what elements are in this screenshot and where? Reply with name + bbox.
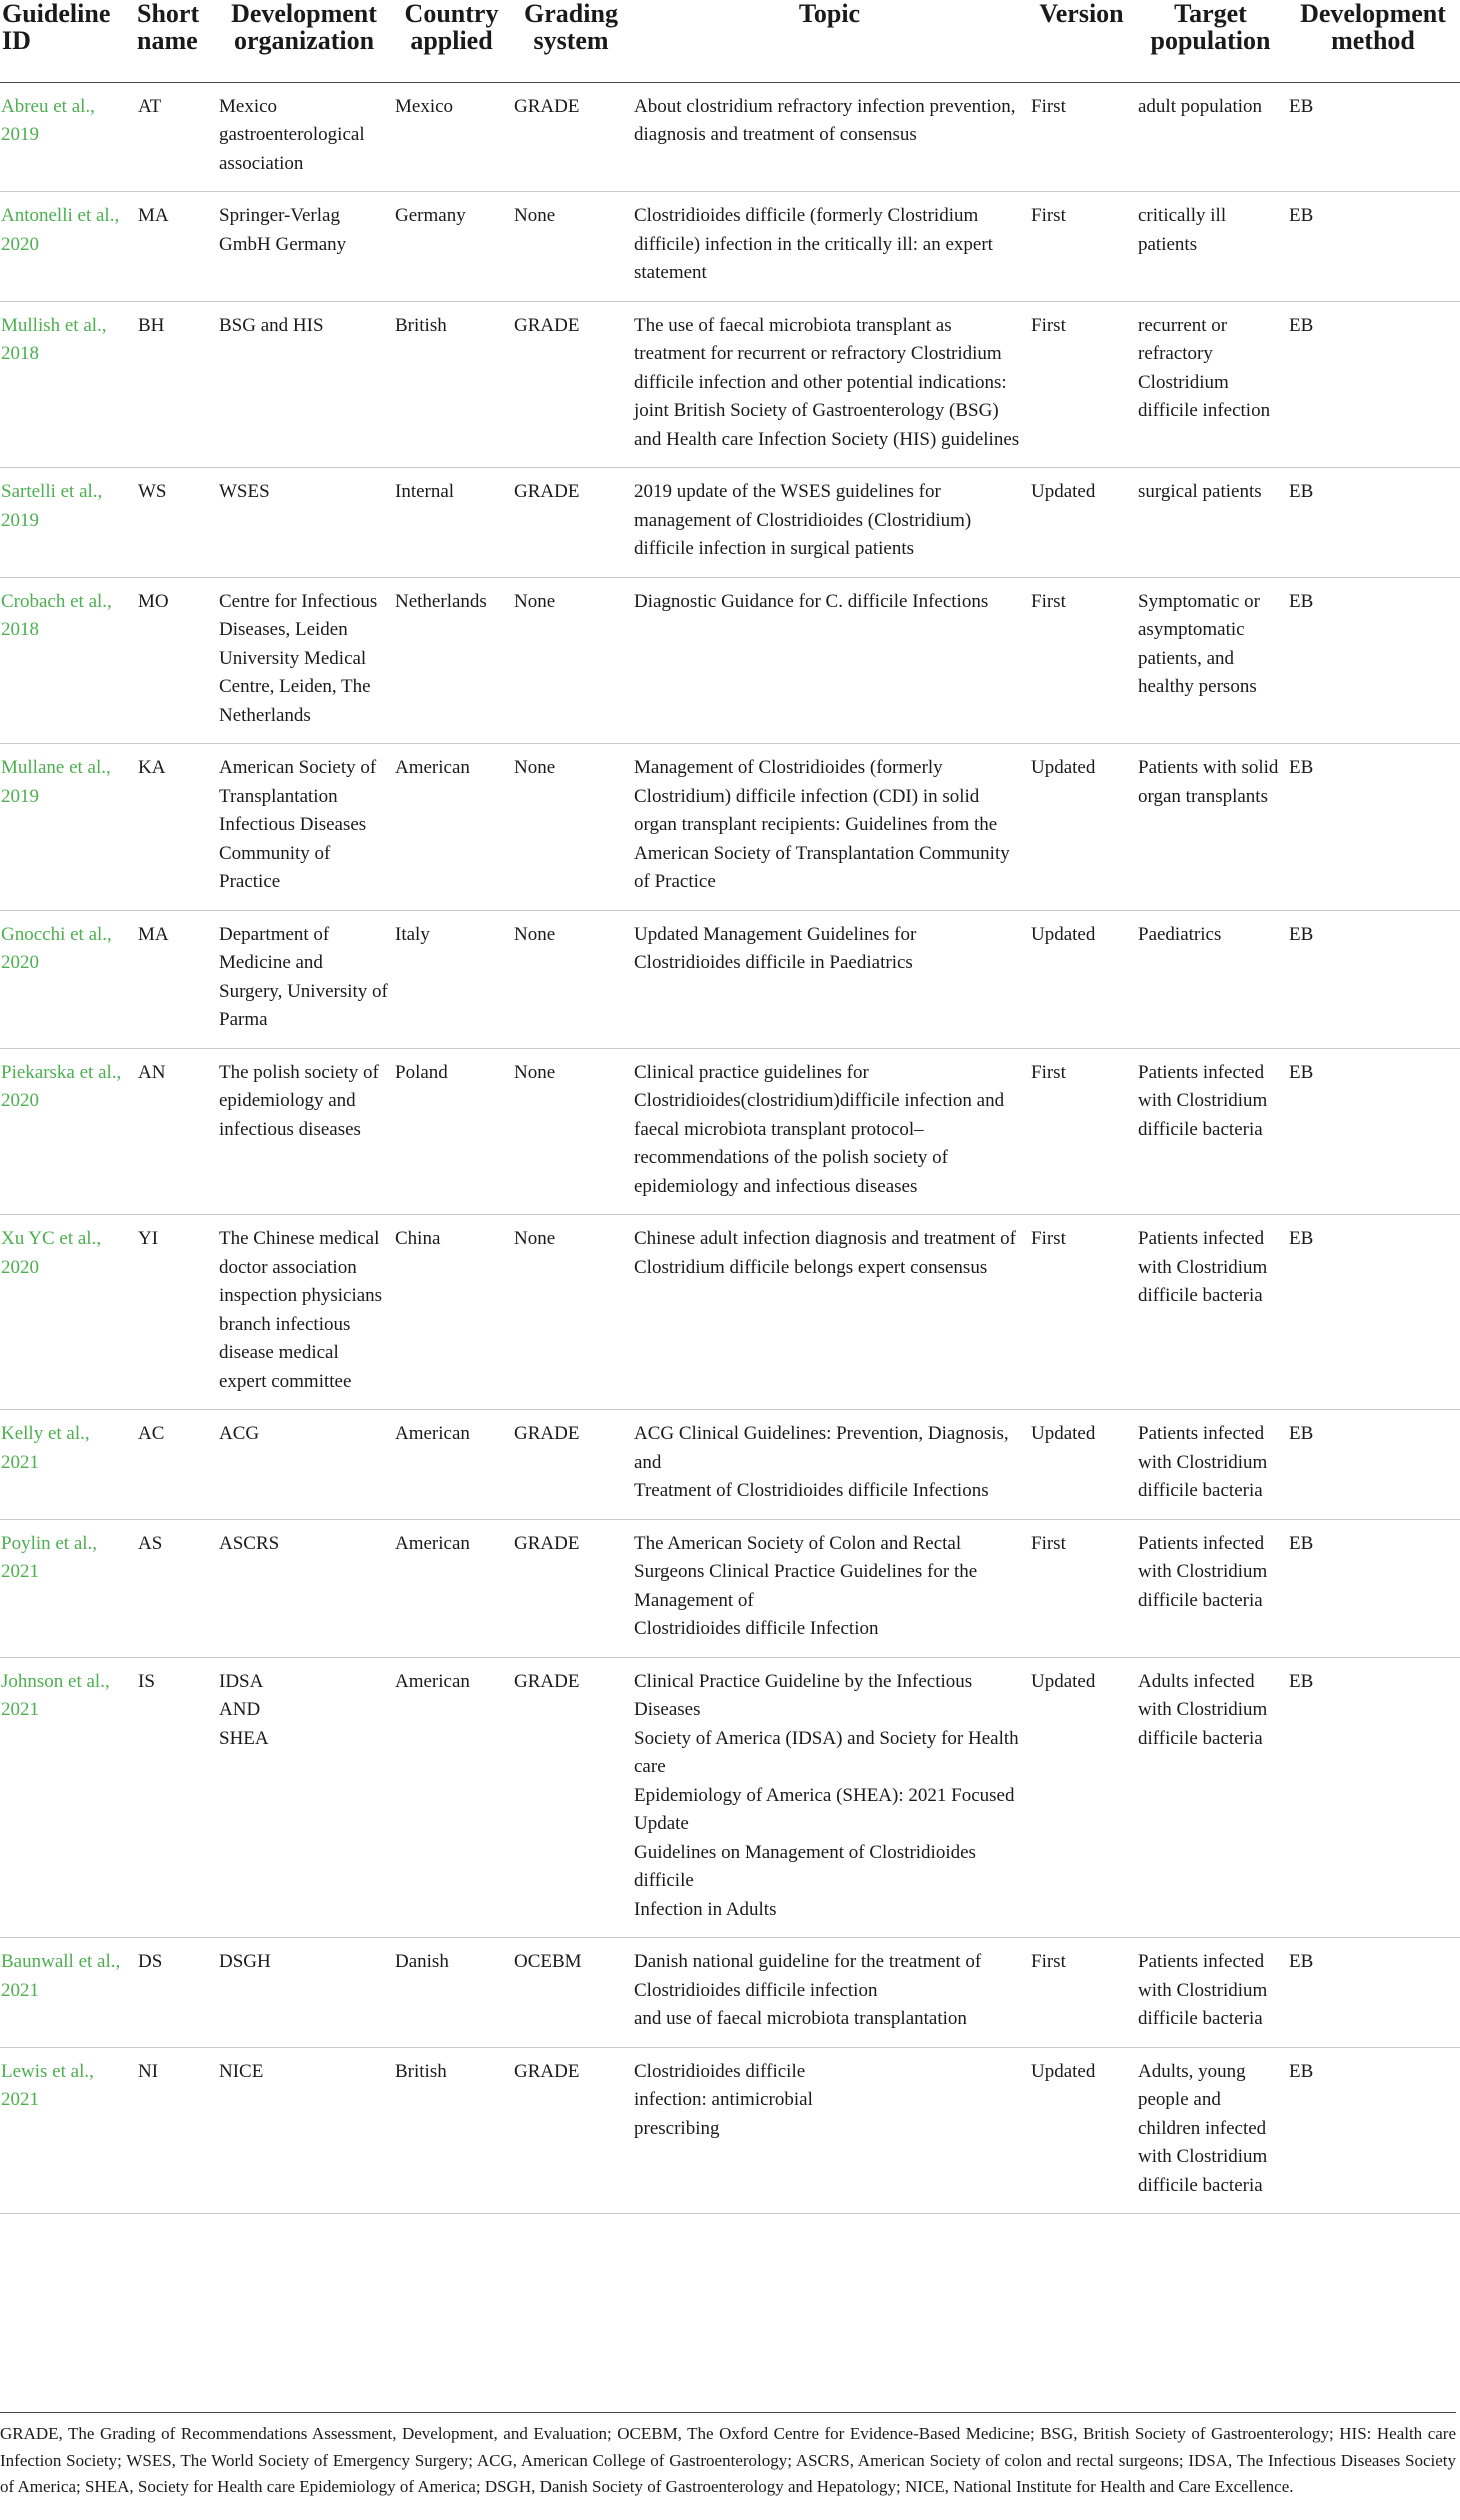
cell-org: ACG	[216, 1410, 392, 1520]
cell-country: China	[392, 1215, 511, 1410]
cell-grading: None	[511, 1048, 631, 1215]
cell-org: NICE	[216, 2047, 392, 2214]
header-development-organization: Development organization	[216, 0, 392, 82]
cell-population: critically ill patients	[1135, 192, 1286, 302]
header-topic: Topic	[631, 0, 1028, 82]
cell-topic: Clostridioides difficile (formerly Clostridium difficile) infection in the critically ill: an expert statement	[631, 192, 1028, 302]
cell-version: Updated	[1028, 910, 1135, 1048]
citation-link[interactable]: Mullane et al., 2019	[0, 744, 135, 911]
cell-population: Adults infected with Clostridium difficile bacteria	[1135, 1657, 1286, 1938]
header-guideline-id: Guideline ID	[0, 0, 135, 82]
cell-country: Poland	[392, 1048, 511, 1215]
cell-country: British	[392, 301, 511, 468]
cell-org: Department of Medicine and Surgery, University of Parma	[216, 910, 392, 1048]
citation-link[interactable]: Johnson et al., 2021	[0, 1657, 135, 1938]
citation-link[interactable]: Piekarska et al., 2020	[0, 1048, 135, 1215]
cell-org: Mexico gastroenterological association	[216, 82, 392, 192]
table-row	[0, 1410, 1460, 1520]
cell-version: Updated	[1028, 468, 1135, 578]
cell-method: EB	[1286, 577, 1460, 744]
cell-method: EB	[1286, 910, 1460, 1048]
table-footnote: GRADE, The Grading of Recommendations Assessment, Development, and Evaluation; OCEBM, The Oxford Centre for Evidence-Based Medicine; BSG, British Society of Gastroenterology; HIS: Health care Infection Society; WSES, The World Society of Emergency Surgery; ACG, American College of Gastroenterology; ASCRS, American Society of colon and rectal surgeons; IDSA, The Infectious Diseases Society of America; SHEA, Society for Health care Epidemiology of America; DSGH, Danish Society of Gastroenterology and Hepatology; NICE, National Institute for Health and Care Excellence.	[0, 2412, 1456, 2501]
cell-country: British	[392, 2047, 511, 2214]
cell-grading: None	[511, 1215, 631, 1410]
cell-population: Paediatrics	[1135, 910, 1286, 1048]
table-row	[0, 1657, 1460, 1938]
cell-org: BSG and HIS	[216, 301, 392, 468]
cell-short: IS	[135, 1657, 216, 1938]
table-row	[0, 1215, 1460, 1410]
cell-grading: GRADE	[511, 1519, 631, 1657]
cell-method: EB	[1286, 192, 1460, 302]
cell-version: First	[1028, 1938, 1135, 2048]
table-row	[0, 577, 1460, 744]
cell-grading: GRADE	[511, 468, 631, 578]
cell-org: WSES	[216, 468, 392, 578]
cell-topic: Diagnostic Guidance for C. difficile Infections	[631, 577, 1028, 744]
cell-grading: GRADE	[511, 301, 631, 468]
cell-method: EB	[1286, 1215, 1460, 1410]
cell-short: AT	[135, 82, 216, 192]
header-version: Version	[1028, 0, 1135, 82]
cell-short: MO	[135, 577, 216, 744]
cell-topic: ACG Clinical Guidelines: Prevention, Diagnosis, and Treatment of Clostridioides difficile Infections	[631, 1410, 1028, 1520]
cell-method: EB	[1286, 468, 1460, 578]
cell-short: DS	[135, 1938, 216, 2048]
cell-version: First	[1028, 192, 1135, 302]
header-row	[0, 0, 1460, 82]
cell-version: First	[1028, 82, 1135, 192]
citation-link[interactable]: Sartelli et al., 2019	[0, 468, 135, 578]
header-target-population: Target population	[1135, 0, 1286, 82]
cell-org: ASCRS	[216, 1519, 392, 1657]
cell-population: adult population	[1135, 82, 1286, 192]
cell-population: Patients infected with Clostridium difficile bacteria	[1135, 1938, 1286, 2048]
cell-country: American	[392, 1519, 511, 1657]
cell-country: Mexico	[392, 82, 511, 192]
cell-topic: The American Society of Colon and Rectal Surgeons Clinical Practice Guidelines for the Management of Clostridioides difficile Infection	[631, 1519, 1028, 1657]
cell-topic: Clostridioides difficile infection: antimicrobial prescribing	[631, 2047, 1028, 2214]
cell-version: First	[1028, 577, 1135, 744]
header-development-method: Development method	[1286, 0, 1460, 82]
cell-grading: GRADE	[511, 82, 631, 192]
cell-country: Germany	[392, 192, 511, 302]
cell-version: First	[1028, 1519, 1135, 1657]
cell-method: EB	[1286, 1938, 1460, 2048]
cell-short: BH	[135, 301, 216, 468]
cell-method: EB	[1286, 1410, 1460, 1520]
cell-population: Patients infected with Clostridium difficile bacteria	[1135, 1048, 1286, 1215]
cell-country: Danish	[392, 1938, 511, 2048]
cell-country: American	[392, 1410, 511, 1520]
citation-link[interactable]: Antonelli et al., 2020	[0, 192, 135, 302]
cell-method: EB	[1286, 1519, 1460, 1657]
cell-org: Springer-Verlag GmbH Germany	[216, 192, 392, 302]
cell-grading: GRADE	[511, 2047, 631, 2214]
table-header	[0, 0, 1460, 82]
table-row	[0, 82, 1460, 192]
cell-short: WS	[135, 468, 216, 578]
cell-population: surgical patients	[1135, 468, 1286, 578]
cell-grading: OCEBM	[511, 1938, 631, 2048]
citation-link[interactable]: Crobach et al., 2018	[0, 577, 135, 744]
cell-country: American	[392, 1657, 511, 1938]
table-row	[0, 301, 1460, 468]
cell-population: Patients with solid organ transplants	[1135, 744, 1286, 911]
cell-topic: Updated Management Guidelines for Clostridioides difficile in Paediatrics	[631, 910, 1028, 1048]
table-row	[0, 1938, 1460, 2048]
cell-population: recurrent or refractory Clostridium difficile infection	[1135, 301, 1286, 468]
cell-topic: Danish national guideline for the treatment of Clostridioides difficile infection and use of faecal microbiota transplantation	[631, 1938, 1028, 2048]
cell-org: American Society of Transplantation Infectious Diseases Community of Practice	[216, 744, 392, 911]
cell-version: First	[1028, 1215, 1135, 1410]
cell-grading: None	[511, 192, 631, 302]
cell-topic: Management of Clostridioides (formerly Clostridium) difficile infection (CDI) in solid organ transplant recipients: Guidelines from the American Society of Transplantation Community of Practice	[631, 744, 1028, 911]
cell-country: American	[392, 744, 511, 911]
cell-version: Updated	[1028, 2047, 1135, 2214]
cell-org: The Chinese medical doctor association inspection physicians branch infectious disease medical expert committee	[216, 1215, 392, 1410]
cell-grading: None	[511, 744, 631, 911]
cell-population: Patients infected with Clostridium difficile bacteria	[1135, 1519, 1286, 1657]
cell-version: Updated	[1028, 1410, 1135, 1520]
cell-version: First	[1028, 1048, 1135, 1215]
header-country-applied: Country applied	[392, 0, 511, 82]
table-row	[0, 2047, 1460, 2214]
table-row	[0, 1048, 1460, 1215]
cell-topic: The use of faecal microbiota transplant as treatment for recurrent or refractory Clostridium difficile infection and other potential indications: joint British Society of Gastroenterology (BSG) and Health care Infection Society (HIS) guidelines	[631, 301, 1028, 468]
header-short-name: Short name	[135, 0, 216, 82]
cell-short: YI	[135, 1215, 216, 1410]
header-grading-system: Grading system	[511, 0, 631, 82]
cell-short: AS	[135, 1519, 216, 1657]
cell-population: Symptomatic or asymptomatic patients, and healthy persons	[1135, 577, 1286, 744]
cell-org: Centre for Infectious Diseases, Leiden University Medical Centre, Leiden, The Netherlands	[216, 577, 392, 744]
cell-grading: None	[511, 577, 631, 744]
cell-grading: GRADE	[511, 1657, 631, 1938]
cell-short: MA	[135, 910, 216, 1048]
citation-link[interactable]: Mullish et al., 2018	[0, 301, 135, 468]
cell-method: EB	[1286, 744, 1460, 911]
cell-topic: About clostridium refractory infection prevention, diagnosis and treatment of consensus	[631, 82, 1028, 192]
cell-grading: GRADE	[511, 1410, 631, 1520]
cell-population: Patients infected with Clostridium difficile bacteria	[1135, 1215, 1286, 1410]
cell-method: EB	[1286, 82, 1460, 192]
cell-method: EB	[1286, 2047, 1460, 2214]
cell-population: Adults, young people and children infected with Clostridium difficile bacteria	[1135, 2047, 1286, 2214]
citation-link[interactable]: Poylin et al., 2021	[0, 1519, 135, 1657]
cell-org: The polish society of epidemiology and infectious diseases	[216, 1048, 392, 1215]
citation-link[interactable]: Lewis et al., 2021	[0, 2047, 135, 2214]
cell-method: EB	[1286, 301, 1460, 468]
citation-link[interactable]: Baunwall et al., 2021	[0, 1938, 135, 2048]
cell-topic: Clinical Practice Guideline by the Infectious Diseases Society of America (IDSA) and Society for Health care Epidemiology of America (SHEA): 2021 Focused Update Guidelines on Management of Clostridioides difficile Infection in Adults	[631, 1657, 1028, 1938]
cell-method: EB	[1286, 1657, 1460, 1938]
cell-country: Italy	[392, 910, 511, 1048]
table-body	[0, 82, 1460, 2214]
cell-country: Netherlands	[392, 577, 511, 744]
cell-short: MA	[135, 192, 216, 302]
cell-topic: Chinese adult infection diagnosis and treatment of Clostridium difficile belongs expert consensus	[631, 1215, 1028, 1410]
table-row	[0, 910, 1460, 1048]
citation-link[interactable]: Abreu et al., 2019	[0, 82, 135, 192]
cell-topic: 2019 update of the WSES guidelines for management of Clostridioides (Clostridium) difficile infection in surgical patients	[631, 468, 1028, 578]
cell-population: Patients infected with Clostridium difficile bacteria	[1135, 1410, 1286, 1520]
cell-version: Updated	[1028, 744, 1135, 911]
cell-grading: None	[511, 910, 631, 1048]
cell-version: First	[1028, 301, 1135, 468]
cell-short: NI	[135, 2047, 216, 2214]
cell-org: IDSA AND SHEA	[216, 1657, 392, 1938]
cell-method: EB	[1286, 1048, 1460, 1215]
table-row	[0, 468, 1460, 578]
citation-link[interactable]: Xu YC et al., 2020	[0, 1215, 135, 1410]
table-row	[0, 192, 1460, 302]
cell-org: DSGH	[216, 1938, 392, 2048]
cell-short: AC	[135, 1410, 216, 1520]
cell-version: Updated	[1028, 1657, 1135, 1938]
citation-link[interactable]: Gnocchi et al., 2020	[0, 910, 135, 1048]
cell-short: KA	[135, 744, 216, 911]
table-row	[0, 744, 1460, 911]
cell-short: AN	[135, 1048, 216, 1215]
cell-country: Internal	[392, 468, 511, 578]
citation-link[interactable]: Kelly et al., 2021	[0, 1410, 135, 1520]
table-row	[0, 1519, 1460, 1657]
cell-topic: Clinical practice guidelines for Clostridioides(clostridium)difficile infection and faecal microbiota transplant protocol–recommendations of the polish society of epidemiology and infectious diseases	[631, 1048, 1028, 1215]
